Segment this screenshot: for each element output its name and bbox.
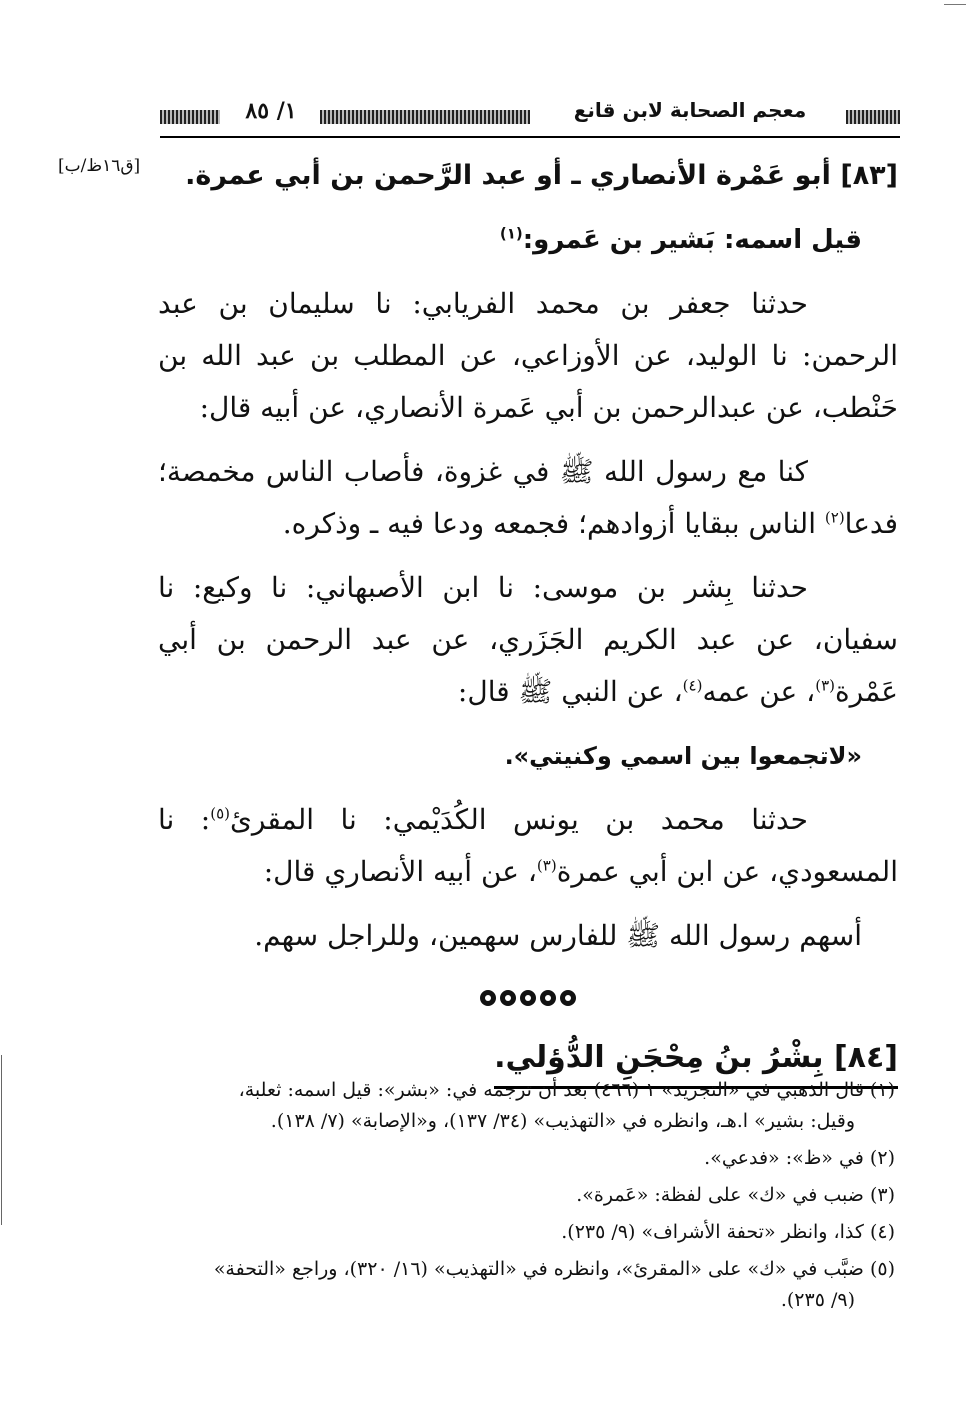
p2-text-b: الناس ببقايا أزوادهم؛ فجمعه ودعا فيه ـ وذكره.: [282, 507, 816, 540]
ornament-circle-icon: [480, 990, 496, 1006]
footnote-ref[interactable]: (٤): [682, 676, 703, 695]
isnad-paragraph-3: [158, 794, 898, 898]
header-rule: [160, 136, 900, 138]
p3-text-a: حدثنا بِشر بن موسى: نا ابن الأصبهاني: نا وكيع: نا سفيان، عن عبد الكريم الجَزَري، عن عبد الرحمن بن أبي عَمْرة: [158, 571, 898, 708]
footnote-line: (٣) ضبب في «ك» على لفظة: «عَمرة».: [576, 1184, 895, 1206]
footnote-3: [150, 1180, 895, 1211]
p4-text-b: : نا المسعودي، عن ابن أبي عمرة: [158, 803, 898, 888]
running-header: [160, 98, 900, 138]
entry-83-heading-text: [٨٣] أبو عَمْرة الأنصاري ـ أو عبد الرَّحمن بن أبي عمرة.: [185, 160, 898, 191]
p2-text-a: كنا مع رسول الله ﷺ في غزوة، فأصاب الناس مخمصة؛ فدعا: [158, 455, 898, 540]
book-title: معجم الصحابة لابن قانع: [573, 98, 807, 122]
ornament-circle-icon: [500, 990, 516, 1006]
footnote-ref[interactable]: (٣): [815, 676, 835, 695]
footnote-ref[interactable]: (١): [499, 224, 523, 243]
footnote-line: (٩/ ٢٣٥).: [780, 1289, 855, 1311]
header-ornament: [846, 110, 900, 124]
footnote-line: وقيل: بشير» ا.هـ، وانظره في «التهذيب» (٣٤/ ١٣٧)، و«الإصابة» (٧/ ١٣٨).: [270, 1110, 855, 1132]
entry-84-heading: [٨٤] بِشْرُ بنُ مِحْجَنِ الدُّؤلي.: [494, 1036, 898, 1089]
p3-text-b: ، عن عمه: [702, 675, 816, 708]
ornament-circle-icon: [540, 990, 556, 1006]
p3-text-c: ، عن النبي ﷺ قال:: [457, 675, 683, 708]
manuscript-folio-note: [ق١٦ظ/ب]: [58, 156, 141, 176]
ornament-circle-icon: [560, 990, 576, 1006]
corner-mark: [944, 4, 966, 5]
header-ornament: [160, 110, 220, 124]
hadith-paragraph-1: [158, 446, 898, 550]
p4-text-a: حدثنا محمد بن يونس الكُدَيْمي: نا المقرئ: [230, 803, 808, 836]
p4-text-c: ، عن أبيه الأنصاري قال:: [263, 855, 537, 888]
main-text: [158, 150, 898, 1089]
footnote-line: (٥) ضبَّب في «ك» على «المقرئ»، وانظره في «التهذيب» (١٦/ ٣٢٠)، وراجع «التحفة»: [213, 1258, 895, 1280]
footnote-line: (٤) كذا، وانظر «تحفة الأشراف» (٩/ ٢٣٥).: [561, 1221, 895, 1243]
footnote-ref[interactable]: (٢): [824, 508, 845, 527]
hadith-paragraph-2: أسهم رسول الله ﷺ للفارس سهمين، وللراجل سهم.: [254, 919, 862, 952]
footnote-5: [150, 1254, 895, 1316]
hadith-quote: «لاتجمعوا بين اسمي وكنيتي».: [504, 742, 862, 770]
footnote-ref[interactable]: (٣): [536, 856, 557, 875]
footnote-2: [150, 1143, 895, 1174]
footnote-ref[interactable]: (٥): [210, 804, 231, 823]
alt-name-text: قيل اسمه: بَشير بن عَمرو:: [522, 225, 862, 255]
header-ornament: [320, 110, 530, 124]
footnote-4: [150, 1217, 895, 1248]
page-number: ١/ ٨٥: [245, 98, 297, 124]
isnad-paragraph-1: حدثنا جعفر بن محمد الفريابي: نا سليمان بن عبد الرحمن: نا الوليد، عن الأوزاعي، عن المطلب بن عبد الله بن حَنْطب، عن عبدالرحمن بن أبي عَمرة الأنصاري، عن أبيه قال:: [158, 287, 898, 424]
section-divider: [158, 974, 898, 1026]
entry-83-alt-name: [158, 214, 898, 266]
footnotes: [150, 1075, 895, 1322]
entry-83-heading: [158, 150, 898, 202]
isnad-paragraph-2: [158, 562, 898, 718]
footnote-1: [150, 1075, 895, 1137]
scan-edge-line: [1, 1055, 2, 1225]
footnote-line: (٢) في «ظ»: «فدعي».: [704, 1147, 895, 1169]
ornament-circle-icon: [520, 990, 536, 1006]
footnote-line: (١) قال الذهبي في «التجريد» ١ (٤٦٦) بعد أن ترجمه في: «بشر»: قيل اسمه: ثعلبة،: [238, 1079, 895, 1101]
